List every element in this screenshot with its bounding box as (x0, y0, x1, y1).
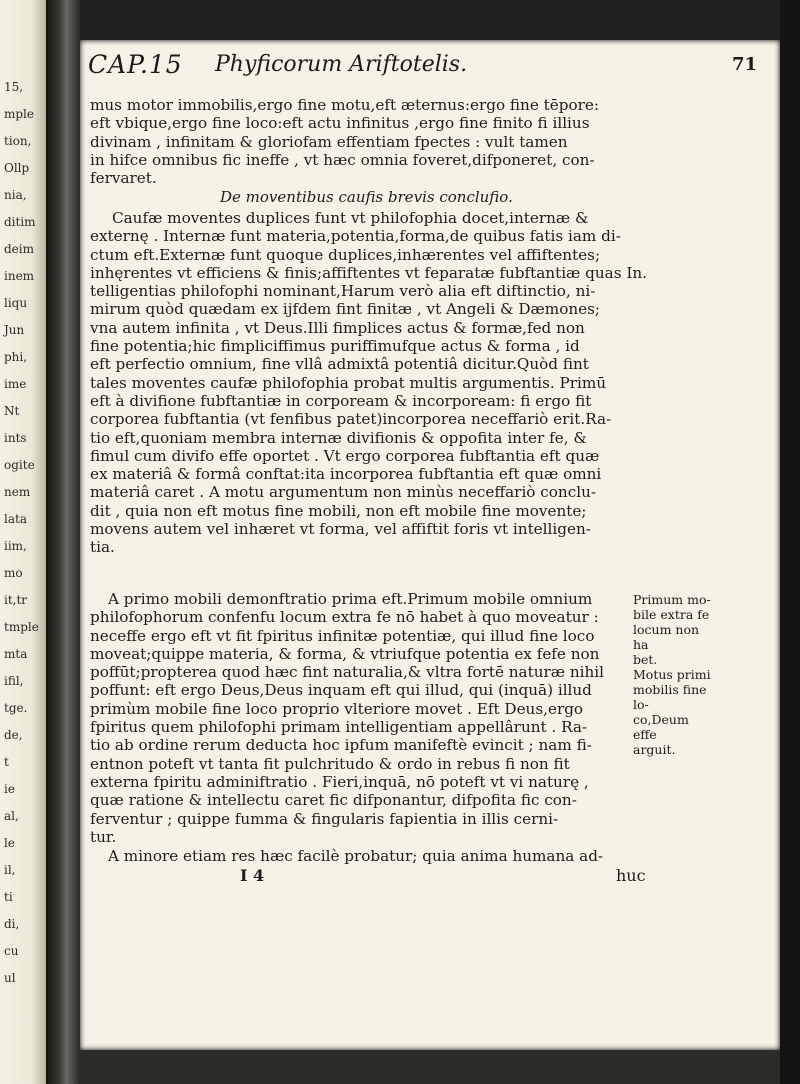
previous-page-fragment: cu (4, 944, 19, 958)
marginal-note: Primum mo- bile extra fe locum non ha bet. Motus primi mobilis fine lo- co,Deum effe arguit. (633, 592, 711, 757)
previous-page-fragment: Ollp (4, 161, 30, 175)
previous-page-fragment: iim, (4, 539, 27, 553)
running-title: Phyficorum Ariftotelis. (215, 52, 468, 77)
previous-page-fragment: ints (4, 431, 27, 445)
signature-mark: I 4 (240, 866, 265, 885)
previous-page-fragment: inem (4, 269, 35, 283)
running-header (80, 50, 780, 82)
previous-page-fragment: 15, (4, 80, 24, 94)
previous-page-edge (0, 0, 46, 1084)
previous-page-fragment: liqu (4, 296, 28, 310)
previous-page-fragment: ti (4, 890, 13, 904)
chapter-heading: CAP.15 (88, 50, 183, 79)
previous-page-fragment: ogite (4, 458, 35, 472)
paragraph-3: A primo mobili demonftratio prima eft.Primum mobile omnium philofophorum confenfu locum extra fe nō habet à quo moveatur : neceffe ergo eft vt fit fpiritus infinitæ potentiæ, qui illud fine loco moveat;quippe materia, & forma, & vtriufque potentia ex fefe non poffūt;propterea quod hæc fint naturalia,& vltra fortē naturæ nihil poffunt: eft ergo Deus,Deus inquam eft qui illud, qui (inquā) illud primùm mobile fine loco proprio vlteriore movet . Eft Deus,ergo fpiritus quem philofophi primam intelligentiam appellârunt . Ra- tio ab ordine rerum deducta hoc ipfum manifeftè evincit ; nam fi- entnon poteft vt tanta fit pulchritudo & ordo in rebus fi non fit externa fpiritu adminiftratio . Fieri,inquā, nō poteft vt vi naturę , quæ ratione & intellectu caret fic difponantur, difpofita fic con- ferventur ; quippe fumma & fingularis fapientia in illis cerni- tur. (90, 590, 604, 846)
folio-number: 71 (732, 54, 758, 75)
previous-page-fragment: di, (4, 917, 20, 931)
previous-page-fragment: nia, (4, 188, 27, 202)
previous-page-fragment: nem (4, 485, 31, 499)
previous-page-fragment: tion, (4, 134, 32, 148)
paragraph-2: Caufæ moventes duplices funt vt philofophia docet,internæ & externę . Internæ funt materia,potentia,forma,de quibus fatis iam di- ctum eft.Externæ funt quoque duplices,inhærentes vel affiftentes; inhęrentes vt efficiens & finis;affiftentes vt feparatæ fubftantiæ quas In. telligentias philofophi nominant,Harum verò alia eft diftinctio, ni- mirum quòd quædam ex ijfdem fint finitæ , vt Angeli & Dæmones; vna autem infinita , vt Deus.Illi fimplices actus & formæ,fed non fine potentia;hic fimpliciffimus puriffimufque actus & forma , id eft perfectio omnium, fine vllâ admixtâ potentiâ dicitur.Quòd fint tales moventes caufæ philofophia probat multis argumentis. Primū eft à divifione fubftantiæ in corpoream & incorpoream: fi ergo fit corporea fubftantia (vt fenfibus patet)incorporea neceffariò erit.Ra- tio eft,quoniam membra internæ divifionis & oppofita inter fe, & fimul cum divifo effe oportet . Vt ergo corporea fubftantia eft quæ ex materiâ & formâ conftat:ita incorporea fubftantia eft quæ omni materiâ caret . A motu argumentum non minùs neceffariò conclu- dit , quia non eft motus fine mobili, non eft mobile fine movente; movens autem vel inhæret vt forma, vel affiftit foris vt intelligen- tia. (90, 209, 647, 557)
previous-page-fragment: ul (4, 971, 16, 985)
previous-page-fragment: il, (4, 863, 16, 877)
previous-page-fragment: t (4, 755, 9, 769)
previous-page-fragment: it,tr (4, 593, 28, 607)
previous-page-fragment: ditim (4, 215, 36, 229)
book-page (80, 40, 780, 1050)
previous-page-fragment: al, (4, 809, 19, 823)
previous-page-fragment: phi, (4, 350, 28, 364)
section-subheading: De moventibus caufis brevis conclufio. (220, 188, 513, 206)
previous-page-fragment: ie (4, 782, 15, 796)
previous-page-fragment: le (4, 836, 15, 850)
right-edge (780, 0, 800, 1084)
page-footer (80, 866, 780, 888)
previous-page-fragment: mta (4, 647, 28, 661)
previous-page-fragment: Nt (4, 404, 20, 418)
previous-page-fragment: deim (4, 242, 34, 256)
catchword: huc (616, 866, 646, 885)
previous-page-fragment: tge. (4, 701, 28, 715)
paragraph-1: mus motor immobilis,ergo fine motu,eft æternus:ergo fine tēpore: eft vbique,ergo fine loco:eft actu infinitus ,ergo fine finito fi illius divinam , infinitam & gloriofam effentiam fpectes : vult tamen in hifce omnibus fic ineffe , vt hæc omnia foveret,difponeret, con- fervaret. (90, 96, 599, 188)
previous-page-fragment: mo (4, 566, 23, 580)
previous-page-fragment: ifil, (4, 674, 24, 688)
previous-page-fragment: ime (4, 377, 27, 391)
previous-page-fragment: tmple (4, 620, 39, 634)
book-gutter (46, 0, 80, 1084)
previous-page-fragment: mple (4, 107, 34, 121)
previous-page-fragment: lata (4, 512, 27, 526)
page-shadow (80, 1050, 780, 1084)
previous-page-fragment: Jun (4, 323, 25, 337)
previous-page-fragment: de, (4, 728, 23, 742)
paragraph-4: A minore etiam res hæc facilè probatur; quia anima humana ad- (108, 847, 604, 865)
